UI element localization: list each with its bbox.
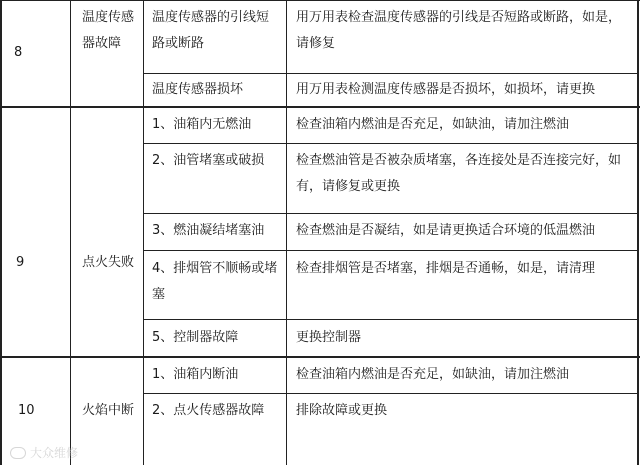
grid-line [637,0,639,465]
fault-fix: 检查油箱内燃油是否充足，如缺油，请加注燃油 [296,367,570,382]
fault-name: 火焰中断 [82,403,135,418]
row-number: 8 [14,45,23,60]
grid-line [0,0,2,465]
grid-line [143,393,639,394]
grid-line [143,73,639,74]
fault-fix: 用万用表检查温度传感器的引线是否短路或断路，如是，请修复 [296,10,622,51]
watermark-icon [10,447,26,459]
grid-line [143,213,639,214]
fault-fix: 检查排烟管是否堵塞，排烟是否通畅，如是，请清理 [296,261,596,276]
fault-cause: 温度传感器损坏 [152,82,244,97]
fault-fix: 检查油箱内燃油是否充足，如缺油，请加注燃油 [296,117,570,132]
grid-line [143,143,639,144]
fault-cause: 5、控制器故障 [152,330,239,345]
fault-fix: 检查燃油是否凝结，如是请更换适合环境的低温燃油 [296,223,596,238]
fault-name: 点火失败 [82,255,135,270]
grid-line [70,0,71,465]
fault-cause: 2、点火传感器故障 [152,403,265,418]
watermark [10,444,78,461]
grid-line [286,0,287,465]
row-number: 9 [16,255,25,270]
grid-line [0,0,640,1]
fault-cause: 温度传感器的引线短路或断路 [152,10,270,51]
grid-line [0,356,640,358]
fault-cause: 1、油箱内无燃油 [152,117,252,132]
row-number: 10 [18,403,35,418]
fault-fix: 排除故障或更换 [296,403,388,418]
fault-fix: 更换控制器 [296,330,362,345]
watermark-text: 大众维修 [30,446,79,460]
grid-line [143,0,144,465]
grid-line [143,319,639,320]
fault-fix: 检查燃油管是否被杂质堵塞，各连接处是否连接完好，如有，请修复或更换 [296,153,622,194]
grid-line [143,250,639,251]
grid-line [0,106,640,108]
fault-cause: 1、油箱内断油 [152,367,239,382]
fault-cause: 2、油管堵塞或破损 [152,153,265,168]
fault-name: 温度传感器故障 [82,10,135,51]
fault-cause: 4、排烟管不顺畅或堵塞 [152,261,278,302]
fault-fix: 用万用表检测温度传感器是否损坏，如损坏，请更换 [296,82,596,97]
fault-cause: 3、燃油凝结堵塞油 [152,223,265,238]
